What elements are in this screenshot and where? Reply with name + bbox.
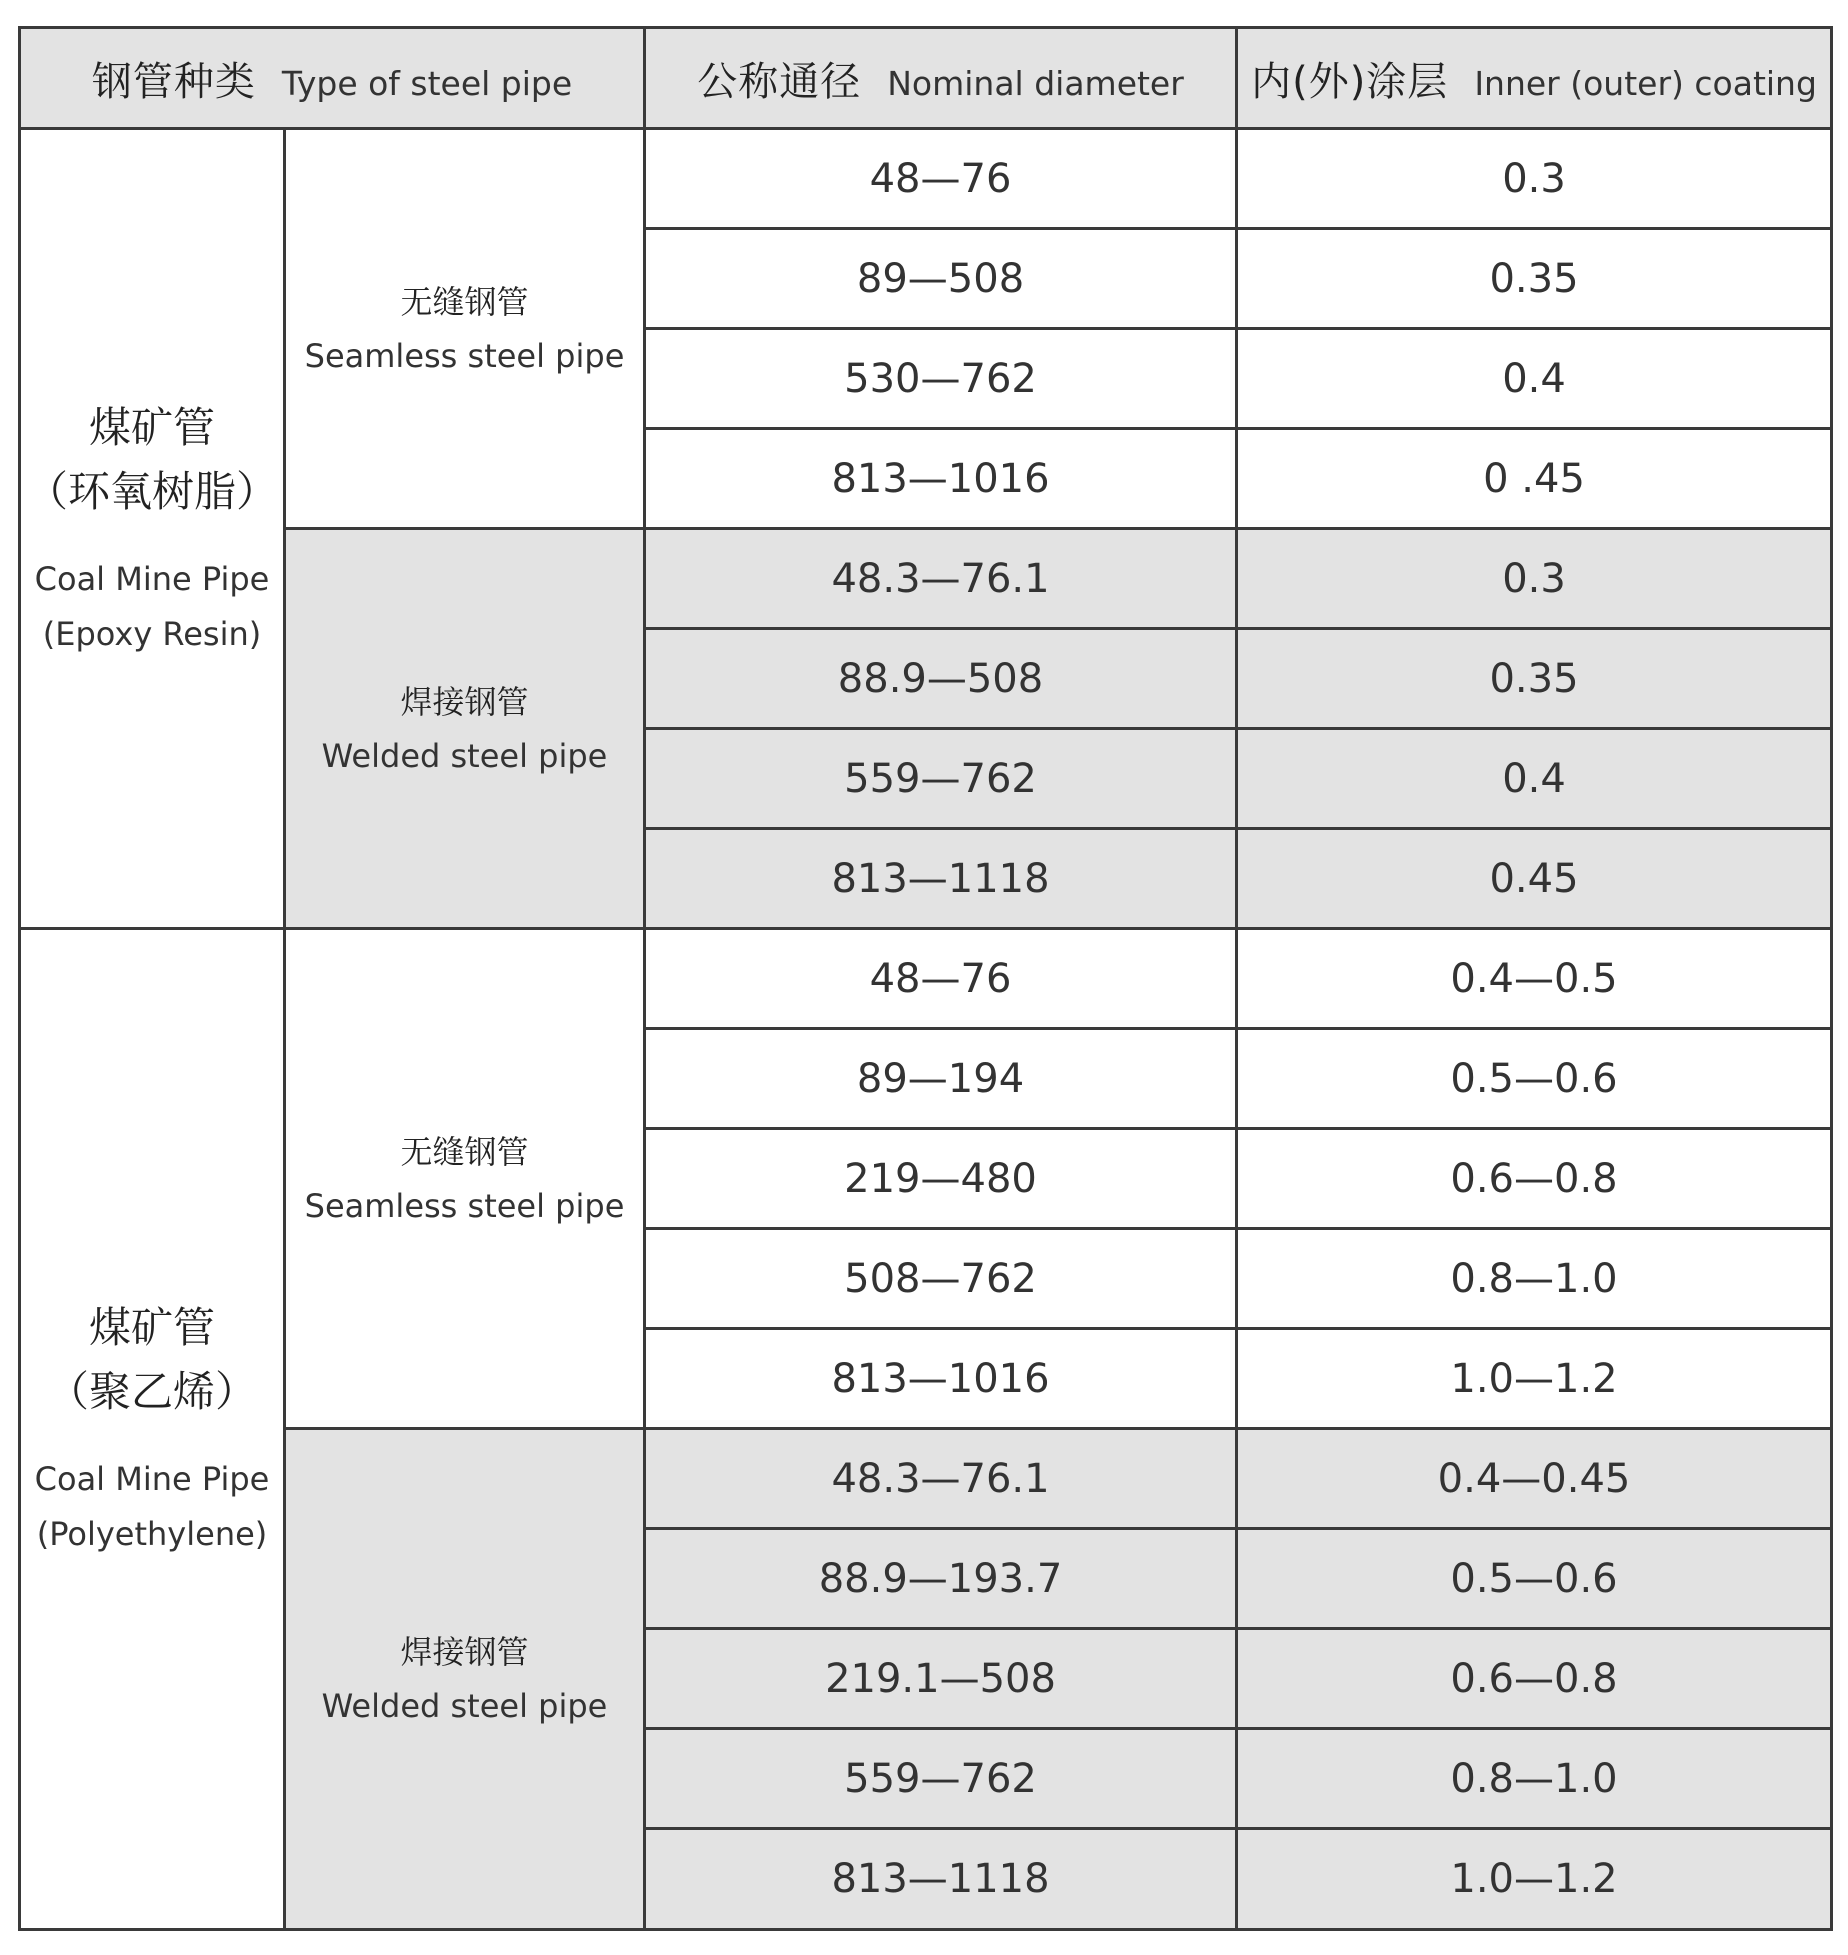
- subcategory-name-cn: 焊接钢管: [400, 1633, 529, 1671]
- subcategory-cell-welded: [285, 529, 645, 929]
- diameter-cell: 813—1016: [645, 429, 1237, 529]
- diameter-cell: 88.9—193.7: [645, 1529, 1237, 1629]
- coating-cell: 0.8—1.0: [1237, 1729, 1832, 1829]
- coating-cell: 0.3: [1237, 529, 1832, 629]
- diameter-cell: 89—508: [645, 229, 1237, 329]
- header-pipe-type-cn: 钢管种类: [91, 58, 256, 105]
- category-name-cn: 煤矿管: [88, 1303, 215, 1352]
- subcategory-name-en: Seamless steel pipe: [304, 1186, 625, 1225]
- steel-pipe-coating-table: [18, 26, 1833, 1931]
- subcategory-cell-welded: [285, 1429, 645, 1930]
- subcategory-name-cn: 无缝钢管: [400, 1132, 529, 1171]
- header-coating: [1237, 28, 1832, 129]
- coating-cell: 0.5—0.6: [1237, 1029, 1832, 1129]
- diameter-cell: 559—762: [645, 729, 1237, 829]
- header-row: [20, 28, 1832, 129]
- coating-cell: 1.0—1.2: [1237, 1829, 1832, 1930]
- coating-cell: 0.35: [1237, 229, 1832, 329]
- header-pipe-type: [20, 28, 645, 129]
- category-cell-polyethylene: [20, 929, 285, 1930]
- table-row: [20, 129, 1832, 229]
- diameter-cell: 813—1118: [645, 1829, 1237, 1930]
- diameter-cell: 813—1118: [645, 829, 1237, 929]
- table-row: [20, 1429, 1832, 1529]
- subcategory-name-en: Welded steel pipe: [321, 736, 608, 775]
- diameter-cell: 48—76: [645, 929, 1237, 1029]
- coating-cell: 0.45: [1237, 829, 1832, 929]
- category-material-en: (Polyethylene): [36, 1515, 268, 1553]
- coating-cell: 0.4—0.45: [1237, 1429, 1832, 1529]
- coating-cell: 0.8—1.0: [1237, 1229, 1832, 1329]
- subcategory-name-cn: 焊接钢管: [400, 682, 529, 721]
- coating-cell: 0.6—0.8: [1237, 1129, 1832, 1229]
- subcategory-cell-seamless: [285, 129, 645, 529]
- diameter-cell: 219.1—508: [645, 1629, 1237, 1729]
- category-name-en: Coal Mine Pipe: [34, 559, 270, 598]
- coating-cell: 0.4: [1237, 729, 1832, 829]
- table-row: [20, 929, 1832, 1029]
- diameter-cell: 813—1016: [645, 1329, 1237, 1429]
- coating-cell: 0.5—0.6: [1237, 1529, 1832, 1629]
- diameter-cell: 89—194: [645, 1029, 1237, 1129]
- subcategory-cell-seamless: [285, 929, 645, 1429]
- header-coating-cn: 内(外)涂层: [1251, 58, 1449, 105]
- coating-cell: 0 .45: [1237, 429, 1832, 529]
- diameter-cell: 219—480: [645, 1129, 1237, 1229]
- subcategory-name-en: Seamless steel pipe: [304, 336, 625, 375]
- table-row: [20, 529, 1832, 629]
- coating-cell: 0.4: [1237, 329, 1832, 429]
- coating-cell: 0.3: [1237, 129, 1832, 229]
- diameter-cell: 559—762: [645, 1729, 1237, 1829]
- category-name-cn: 煤矿管: [88, 402, 215, 452]
- category-material-cn: （环氧树脂）: [25, 466, 278, 516]
- coating-cell: 0.6—0.8: [1237, 1629, 1832, 1729]
- coating-cell: 0.4—0.5: [1237, 929, 1832, 1029]
- header-pipe-type-en: Type of steel pipe: [281, 63, 573, 103]
- header-nominal-diameter: [645, 28, 1237, 129]
- category-name-en: Coal Mine Pipe: [34, 1460, 270, 1498]
- header-nominal-diameter-cn: 公称通径: [697, 58, 862, 105]
- coating-cell: 0.35: [1237, 629, 1832, 729]
- diameter-cell: 48—76: [645, 129, 1237, 229]
- category-material-cn: （聚乙烯）: [46, 1367, 257, 1416]
- diameter-cell: 88.9—508: [645, 629, 1237, 729]
- diameter-cell: 48.3—76.1: [645, 529, 1237, 629]
- subcategory-name-cn: 无缝钢管: [400, 282, 529, 321]
- diameter-cell: 48.3—76.1: [645, 1429, 1237, 1529]
- category-cell-epoxy: [20, 129, 285, 929]
- diameter-cell: 508—762: [645, 1229, 1237, 1329]
- header-coating-en: Inner (outer) coating: [1474, 63, 1817, 103]
- diameter-cell: 530—762: [645, 329, 1237, 429]
- subcategory-name-en: Welded steel pipe: [321, 1687, 608, 1725]
- coating-cell: 1.0—1.2: [1237, 1329, 1832, 1429]
- category-material-en: (Epoxy Resin): [42, 614, 262, 653]
- header-nominal-diameter-en: Nominal diameter: [887, 63, 1184, 103]
